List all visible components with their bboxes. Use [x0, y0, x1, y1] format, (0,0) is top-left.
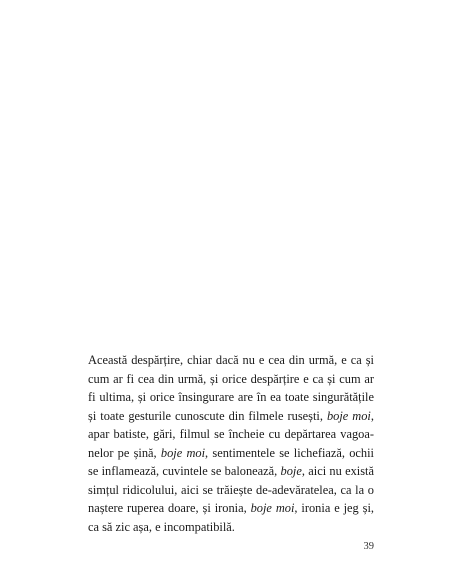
text-line-5: apar batiste, gări, filmul se încheie cu depărtarea vagoa- [88, 427, 374, 441]
text-line-3: fi ultima, și orice însingurare are în ea toate singurătățile [88, 390, 374, 404]
text-line-2: cum ar fi cea din urmă, și orice despărțire e ca și cum ar [88, 371, 374, 386]
body-paragraph [88, 351, 374, 536]
page-number: 39 [363, 541, 374, 552]
italic-phrase: boje moi [326, 408, 371, 423]
text-line-10: ca să zic așa, e incompatibilă. [88, 519, 235, 534]
italic-phrase: boje [280, 464, 302, 478]
italic-phrase: boje moi [250, 501, 295, 515]
italic-phrase: boje moi [160, 445, 206, 460]
text-line-7: se inflamează, cuvintele se balonează, boje, aici nu există [88, 464, 374, 478]
text-line-9: naștere ruperea doare, și ironia, boje moi, ironia e jeg și, [88, 501, 374, 515]
text-line-1: Această despărțire, chiar dacă nu e cea din urmă, e ca și [88, 353, 374, 367]
text-line-8: simțul ridicolului, aici se trăiește de-adevăratelea, ca la o [88, 482, 374, 497]
text-line-4: și toate gesturile cunoscute din filmele rusești, boje moi, [88, 408, 374, 423]
text-line-6: nelor pe șină, boje moi, sentimentele se lichefiază, ochii [88, 445, 374, 460]
